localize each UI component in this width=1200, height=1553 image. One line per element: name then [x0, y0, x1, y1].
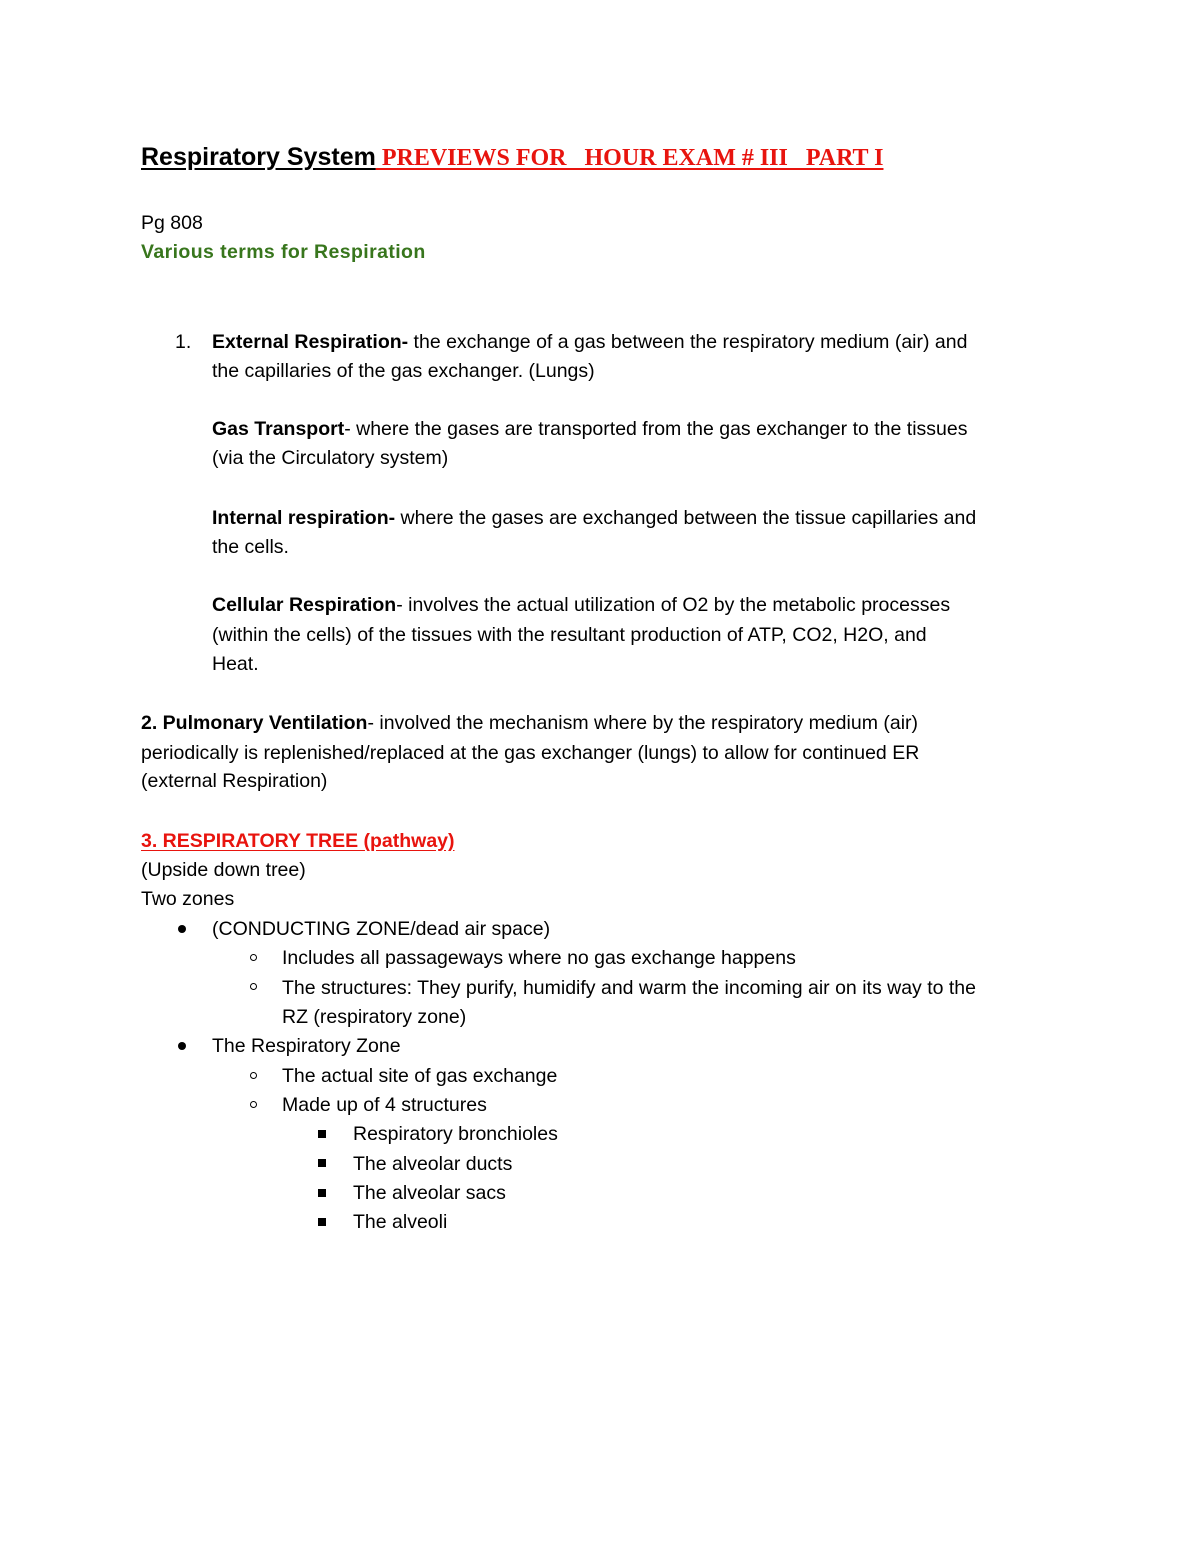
pulmonary-ventilation-text: - involved the mechanism where by the respiratory medium (air)	[367, 712, 919, 734]
respiratory-zone-item-1: The actual site of gas exchange	[282, 1065, 558, 1087]
bullet-circle-icon	[250, 1072, 257, 1079]
bullet-square-icon	[318, 1189, 326, 1197]
cellular-respiration-text: - involves the actual utilization of O2 by the metabolic processes	[396, 594, 951, 616]
bullet-circle-icon	[250, 954, 257, 961]
two-zones-label: Two zones	[141, 888, 235, 910]
gas-transport-line2: (via the Circulatory system)	[212, 447, 449, 469]
conducting-item-1: Includes all passageways where no gas exchange happens	[282, 947, 796, 969]
pulmonary-ventilation-term: 2. Pulmonary Ventilation	[141, 712, 368, 734]
internal-respiration-line2: the cells.	[212, 536, 289, 558]
respiratory-tree-subtitle: (Upside down tree)	[141, 859, 306, 881]
bullet-square-icon	[318, 1159, 326, 1167]
cellular-respiration-line2: (within the cells) of the tissues with the resultant production of ATP, CO2, H2O, and	[212, 624, 927, 646]
external-respiration-text: the exchange of a gas between the respiratory medium (air) and	[408, 331, 968, 353]
pulmonary-ventilation-line3: (external Respiration)	[141, 770, 328, 792]
external-respiration-line2: the capillaries of the gas exchanger. (Lungs)	[212, 360, 595, 382]
internal-respiration-term: Internal respiration-	[212, 507, 396, 529]
pulmonary-ventilation-line2: periodically is replenished/replaced at the gas exchanger (lungs) to allow for continued ER	[141, 742, 920, 764]
conducting-item-2: The structures: They purify, humidify and warm the incoming air on its way to the	[282, 977, 976, 999]
page-reference: Pg 808	[141, 212, 203, 234]
internal-respiration-text: where the gases are exchanged between the tissue capillaries and	[395, 507, 977, 529]
cellular-respiration-line1	[212, 593, 950, 617]
structure-item-4: The alveoli	[353, 1211, 448, 1233]
structure-item-2: The alveolar ducts	[353, 1153, 513, 1175]
list-number-1: 1.	[175, 331, 192, 353]
title-main: Respiratory System	[141, 143, 376, 171]
respiratory-zone-item-2: Made up of 4 structures	[282, 1094, 487, 1116]
bullet-square-icon	[318, 1218, 326, 1226]
bullet-circle-icon	[250, 1101, 257, 1108]
structure-item-3: The alveolar sacs	[353, 1182, 506, 1204]
external-respiration-line1	[212, 330, 967, 354]
respiratory-zone-label: The Respiratory Zone	[212, 1035, 401, 1057]
bullet-dot-icon	[178, 1042, 186, 1050]
title-red: PREVIEWS FOR HOUR EXAM # III PART I	[375, 145, 884, 171]
structure-item-1: Respiratory bronchioles	[353, 1123, 558, 1145]
external-respiration-term: External Respiration-	[212, 331, 409, 353]
document-title	[141, 143, 883, 172]
cellular-respiration-line3: Heat.	[212, 653, 259, 675]
bullet-square-icon	[318, 1130, 326, 1138]
gas-transport-term: Gas Transport	[212, 418, 345, 440]
bullet-dot-icon	[178, 925, 186, 933]
gas-transport-line1	[212, 417, 967, 441]
conducting-item-2-continuation: RZ (respiratory zone)	[282, 1006, 467, 1028]
pulmonary-ventilation-line1	[141, 711, 918, 735]
internal-respiration-line1	[212, 506, 976, 530]
cellular-respiration-term: Cellular Respiration	[212, 594, 397, 616]
bullet-circle-icon	[250, 983, 257, 990]
respiratory-tree-heading: 3. RESPIRATORY TREE (pathway)	[141, 830, 455, 852]
section-heading: Various terms for Respiration	[141, 241, 426, 263]
conducting-zone-label: (CONDUCTING ZONE/dead air space)	[212, 918, 551, 940]
gas-transport-text: - where the gases are transported from the gas exchanger to the tissues	[344, 418, 968, 440]
